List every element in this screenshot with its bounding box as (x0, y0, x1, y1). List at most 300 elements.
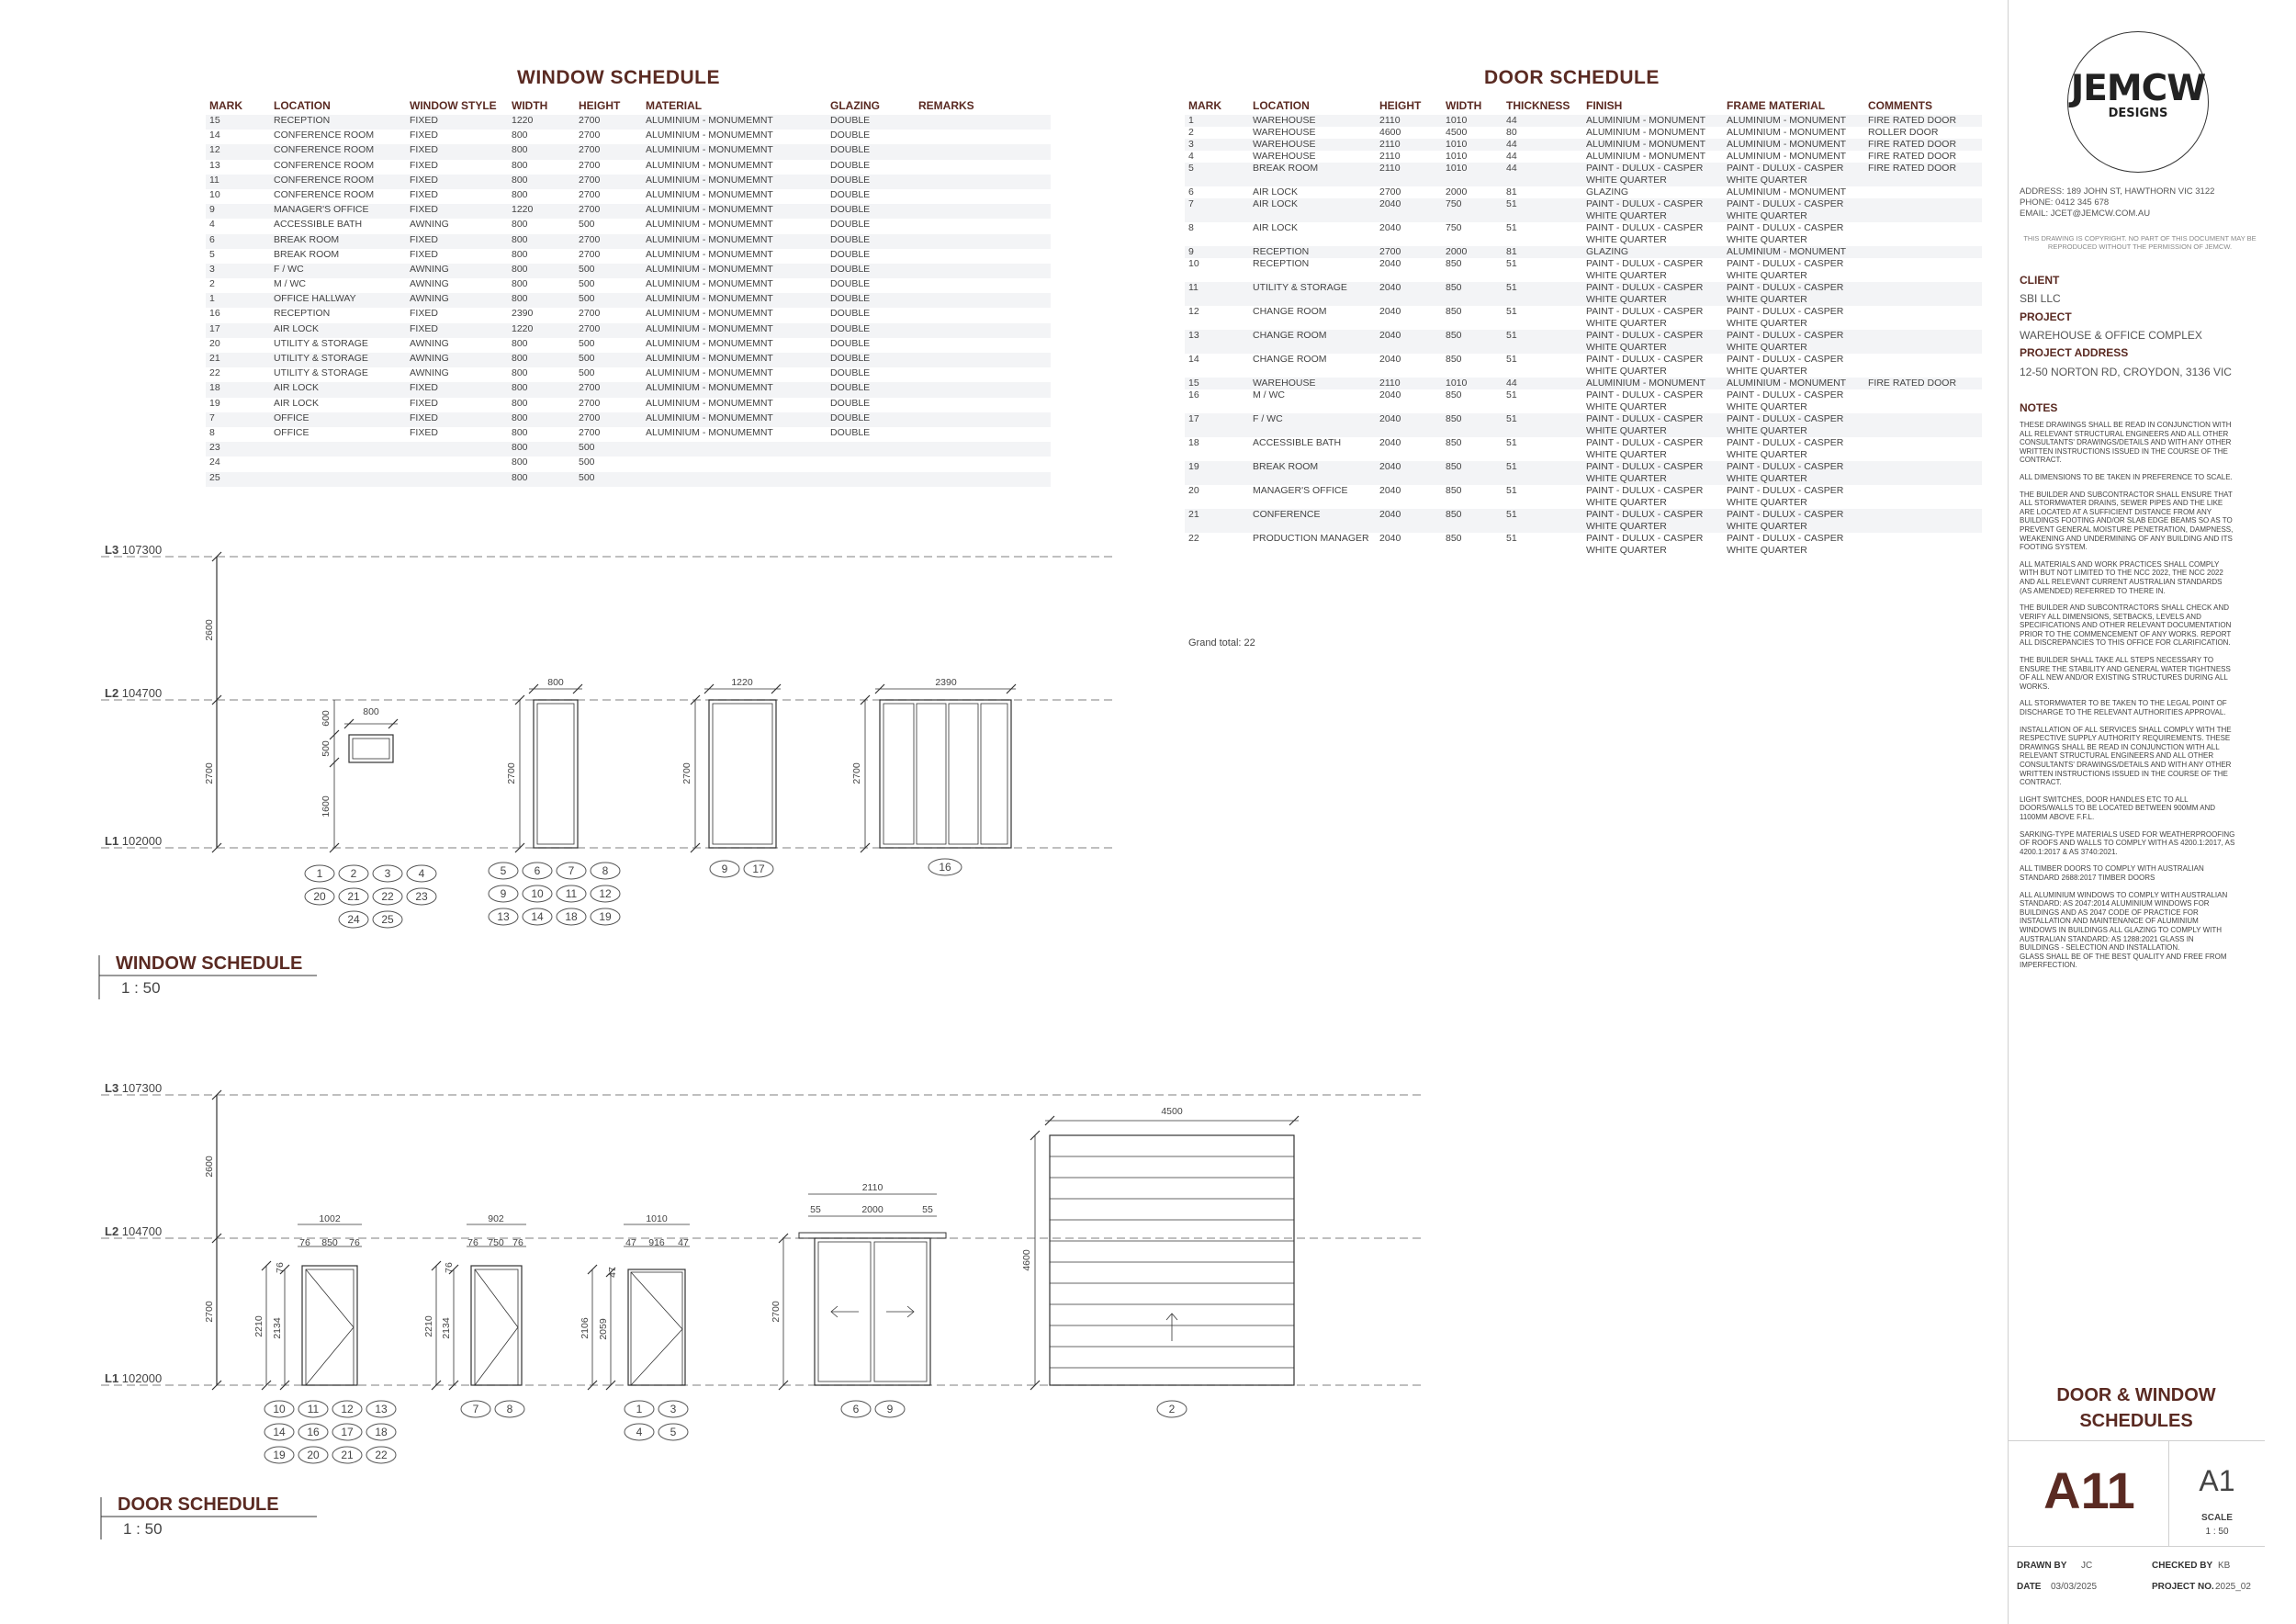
d4-frame-h: 2700 (771, 1301, 782, 1323)
table-cell: WAREHOUSE (1249, 115, 1376, 127)
table-cell: 800 (512, 188, 528, 200)
table-cell: PAINT - DULUX - CASPER WHITE QUARTER (1582, 461, 1723, 485)
table-cell: 3 (206, 264, 270, 278)
tag-label: 2 (350, 867, 357, 880)
table-cell: 2000 (1446, 186, 1468, 197)
door-grand-total: Grand total: 22 (1188, 637, 1255, 648)
table-cell: 500 (579, 337, 595, 349)
tag-label: 10 (273, 1403, 286, 1415)
table-cell: 10 (1188, 258, 1199, 269)
copyright-note: THIS DRAWING IS COPYRIGHT. NO PART OF THIS DOCUMENT MAY BE REPRODUCED WITHOUT THE PERMISSION OF JEMCW. (2023, 234, 2257, 251)
tag-bubble (305, 888, 334, 905)
tag-bubble (366, 1401, 396, 1417)
tag-bubble (407, 865, 436, 882)
table-cell: 1220 (508, 204, 575, 219)
table-cell: M / WC (274, 278, 306, 290)
table-cell: FIXED (406, 144, 508, 159)
table-cell: 2040 (1376, 198, 1442, 222)
table-cell: 6 (1188, 186, 1194, 197)
table-cell: 2700 (575, 144, 642, 159)
table-cell: BREAK ROOM (1249, 163, 1376, 186)
table-cell: 800 (512, 457, 528, 468)
table-cell: 850 (1446, 437, 1462, 448)
table-cell: MANAGER'S OFFICE (1253, 485, 1348, 496)
table-cell: ALUMINIUM - MONUMENT (1727, 127, 1847, 138)
d1-frame-h: 2210 (253, 1315, 264, 1337)
table-cell: FIXED (406, 115, 508, 130)
table-cell: 1220 (508, 323, 575, 338)
table-cell: 500 (575, 264, 642, 278)
table-cell: DOUBLE (827, 412, 915, 427)
table-cell: AIR LOCK (270, 382, 406, 397)
column-header: COMMENTS (1868, 99, 1932, 112)
table-cell: 800 (512, 278, 528, 290)
table-cell: GLAZING (1582, 246, 1723, 258)
table-cell: ALUMINIUM - MONUMEMNT (646, 278, 773, 290)
d1-top: 76 (275, 1262, 286, 1273)
table-cell: 4500 (1446, 127, 1468, 138)
table-cell: CONFERENCE ROOM (270, 175, 406, 189)
w-dim-2700: 2700 (204, 762, 215, 784)
tag-label: 20 (313, 890, 326, 903)
logo-sub: DESIGNS (2108, 107, 2168, 120)
d1-right: 76 (349, 1237, 360, 1248)
table-cell: AIR LOCK (1253, 186, 1299, 197)
table-cell: ALUMINIUM - MONUMENT (1582, 378, 1723, 389)
table-cell: 2700 (575, 204, 642, 219)
table-cell: 51 (1503, 461, 1582, 485)
door-l1-label: L1 102000 (105, 1371, 163, 1385)
table-cell: DOUBLE (830, 308, 871, 320)
table-cell: 800 (508, 175, 575, 189)
tag-bubble (1157, 1401, 1187, 1417)
table-cell: 850 (1446, 485, 1462, 496)
table-cell: 2700 (575, 412, 642, 427)
table-cell: PAINT - DULUX - CASPER WHITE QUARTER (1727, 222, 1844, 245)
table-cell: ALUMINIUM - MONUMEMNT (646, 130, 773, 141)
d1-leaf-h: 2134 (272, 1317, 283, 1339)
table-cell: ALUMINIUM - MONUMEMNT (646, 426, 773, 438)
checked-by-label: CHECKED BY (2152, 1561, 2213, 1571)
table-cell: 17 (1185, 413, 1249, 437)
table-cell: PAINT - DULUX - CASPER WHITE QUARTER (1582, 198, 1723, 222)
table-cell: ALUMINIUM - MONUMENT (1582, 139, 1723, 151)
table-cell: FIXED (406, 412, 508, 427)
table-cell: CONFERENCE ROOM (270, 144, 406, 159)
table-cell: 51 (1506, 222, 1517, 233)
table-cell: ALUMINIUM - MONUMEMNT (642, 175, 827, 189)
tag-bubble (625, 1401, 654, 1417)
tag-bubble (557, 885, 586, 902)
table-cell: AWNING (410, 337, 449, 349)
table-cell: 7 (206, 412, 270, 427)
table-cell: 51 (1506, 306, 1517, 317)
checked-by-value: KB (2218, 1561, 2231, 1571)
fixed1220-width: 1220 (731, 677, 753, 688)
table-cell: DOUBLE (830, 159, 871, 171)
table-cell: PAINT - DULUX - CASPER WHITE QUARTER (1586, 485, 1704, 508)
table-cell: AWNING (410, 219, 449, 231)
tag-bubble (298, 1424, 328, 1440)
tag-bubble (523, 908, 552, 925)
tag-bubble (523, 863, 552, 879)
tag-label: 22 (381, 890, 394, 903)
table-cell: 800 (508, 442, 575, 457)
d1-overall: 1002 (319, 1213, 341, 1224)
table-cell: ALUMINIUM - MONUMEMNT (642, 234, 827, 249)
tag-bubble (523, 885, 552, 902)
client-value: SBI LLC (2020, 292, 2061, 305)
table-cell: 800 (512, 426, 528, 438)
table-cell: AIR LOCK (270, 323, 406, 338)
table-cell: ALUMINIUM - MONUMENT (1723, 115, 1864, 127)
table-cell: CONFERENCE (1249, 509, 1376, 533)
door-schedule-title: DOOR SCHEDULE (1484, 67, 1660, 88)
table-cell: 4 (209, 219, 215, 231)
project-address-label: PROJECT ADDRESS (2020, 346, 2129, 359)
column-header: WIDTH (1446, 99, 1482, 112)
table-cell: 81 (1503, 246, 1582, 258)
table-cell: ALUMINIUM - MONUMEMNT (642, 353, 827, 367)
company-email: EMAIL: JCET@JEMCW.COM.AU (2020, 209, 2151, 219)
table-cell: 14 (1188, 354, 1199, 365)
window-l3-label: L3 107300 (105, 543, 163, 557)
table-cell: FIRE RATED DOOR (1864, 115, 1982, 127)
table-cell: BREAK ROOM (1249, 461, 1376, 485)
table-cell: ALUMINIUM - MONUMEMNT (642, 293, 827, 308)
table-cell: 51 (1503, 509, 1582, 533)
table-cell: DOUBLE (827, 353, 915, 367)
table-cell: 51 (1506, 258, 1517, 269)
table-cell: 2040 (1379, 437, 1401, 448)
table-cell: WAREHOUSE (1249, 378, 1376, 389)
table-cell: 2040 (1379, 533, 1401, 544)
fixed800-width: 800 (547, 677, 564, 688)
d5-width: 4500 (1161, 1106, 1183, 1117)
table-cell: 800 (508, 144, 575, 159)
tag-label: 14 (273, 1426, 286, 1438)
table-cell: 800 (512, 337, 528, 349)
table-cell: 44 (1503, 163, 1582, 186)
table-cell: 2700 (579, 130, 601, 141)
table-cell: PAINT - DULUX - CASPER WHITE QUARTER (1723, 461, 1864, 485)
column-header: FRAME MATERIAL (1727, 99, 1826, 112)
tag-label: 16 (939, 861, 951, 874)
awning-height: 500 (321, 740, 332, 757)
table-cell: WAREHOUSE (1249, 139, 1376, 151)
table-cell: 51 (1506, 389, 1517, 400)
tag-label: 17 (752, 863, 765, 875)
table-cell: FIRE RATED DOOR (1864, 163, 1982, 186)
table-cell: 2040 (1376, 413, 1442, 437)
table-cell: 800 (508, 382, 575, 397)
table-cell: ALUMINIUM - MONUMENT (1723, 246, 1864, 258)
table-cell: 2040 (1379, 389, 1401, 400)
table-cell: RECEPTION (270, 115, 406, 130)
table-cell: DOUBLE (830, 278, 871, 290)
table-cell: PAINT - DULUX - CASPER WHITE QUARTER (1586, 222, 1704, 245)
table-cell: FIXED (410, 130, 438, 141)
table-cell: 1010 (1442, 378, 1503, 389)
note-item: ALL TIMBER DOORS TO COMPLY WITH AUSTRALIAN STANDARD 2688:2017 TIMBER DOORS (2020, 864, 2204, 882)
tag-label: 9 (721, 863, 728, 875)
table-cell: 8 (209, 426, 215, 438)
door-type-5 (1050, 1135, 1294, 1385)
d3-right: 47 (678, 1237, 689, 1248)
table-cell: ALUMINIUM - MONUMEMNT (642, 144, 827, 159)
tag-label: 4 (418, 867, 425, 880)
awning-above: 600 (321, 710, 332, 727)
table-cell: PAINT - DULUX - CASPER WHITE QUARTER (1586, 306, 1704, 329)
table-cell: DOUBLE (830, 397, 871, 409)
tag-label: 13 (497, 910, 510, 923)
fixed-window-2390 (880, 700, 1011, 848)
column-header: HEIGHT (1379, 99, 1422, 112)
tag-label: 12 (341, 1403, 354, 1415)
table-cell: 19 (1185, 461, 1249, 485)
table-cell: MANAGER'S OFFICE (270, 204, 406, 219)
tag-bubble (332, 1424, 362, 1440)
table-cell: 12 (1188, 306, 1199, 317)
tag-bubble (373, 888, 402, 905)
table-cell: 17 (206, 323, 270, 338)
table-cell: RECEPTION (1249, 246, 1376, 258)
tag-bubble (591, 863, 620, 879)
table-cell: DOUBLE (827, 175, 915, 189)
d5-height: 4600 (1021, 1249, 1032, 1271)
table-cell: 800 (512, 219, 528, 231)
tag-bubble (658, 1401, 688, 1417)
notes-label: NOTES (2020, 401, 2058, 414)
table-cell: 850 (1442, 413, 1503, 437)
table-cell: DOUBLE (827, 234, 915, 249)
table-cell: ALUMINIUM - MONUMEMNT (646, 219, 773, 231)
tag-bubble (557, 863, 586, 879)
tag-bubble (591, 908, 620, 925)
table-cell: 51 (1503, 282, 1582, 306)
table-cell: 2040 (1379, 354, 1401, 365)
door-l2-label: L2 104700 (105, 1224, 163, 1238)
table-cell: PAINT - DULUX - CASPER WHITE QUARTER (1727, 485, 1844, 508)
table-cell: ALUMINIUM - MONUMENT (1727, 186, 1847, 197)
d3-frame-h: 2106 (580, 1317, 591, 1339)
table-cell: 20 (1188, 485, 1199, 496)
table-cell: PAINT - DULUX - CASPER WHITE QUARTER (1582, 330, 1723, 354)
tag-bubble (264, 1401, 294, 1417)
d2-left: 76 (467, 1237, 478, 1248)
table-cell: 850 (1446, 533, 1462, 544)
table-cell: 6 (206, 234, 270, 249)
table-cell: 51 (1503, 330, 1582, 354)
table-cell: UTILITY & STORAGE (270, 353, 406, 367)
table-cell: OFFICE (274, 426, 310, 438)
table-cell: 750 (1446, 222, 1462, 233)
table-cell: PAINT - DULUX - CASPER WHITE QUARTER (1723, 509, 1864, 533)
table-cell: DOUBLE (830, 367, 871, 379)
table-cell: M / WC (1253, 389, 1285, 400)
table-cell: 500 (575, 472, 642, 487)
table-cell: ALUMINIUM - MONUMEMNT (646, 188, 773, 200)
table-cell: 850 (1442, 509, 1503, 533)
tag-bubble (407, 888, 436, 905)
d-dim-2700: 2700 (204, 1301, 215, 1323)
tag-bubble (710, 861, 739, 877)
table-cell: ROLLER DOOR (1868, 127, 1939, 138)
table-cell: 2040 (1376, 461, 1442, 485)
table-cell: RECEPTION (274, 308, 331, 320)
tag-bubble (841, 1401, 871, 1417)
table-cell: 44 (1503, 115, 1582, 127)
table-cell: FIRE RATED DOOR (1864, 378, 1982, 389)
table-cell: PAINT - DULUX - CASPER WHITE QUARTER (1727, 437, 1844, 460)
table-cell: 81 (1506, 186, 1517, 197)
column-header: THICKNESS (1506, 99, 1570, 112)
table-cell: ALUMINIUM - MONUMEMNT (642, 264, 827, 278)
table-cell: AWNING (406, 293, 508, 308)
column-header: GLAZING (830, 99, 880, 112)
table-cell: PAINT - DULUX - CASPER WHITE QUARTER (1586, 437, 1704, 460)
table-cell: 500 (579, 457, 595, 468)
table-cell: 9 (206, 204, 270, 219)
table-cell: PAINT - DULUX - CASPER WHITE QUARTER (1723, 163, 1864, 186)
table-cell: FIXED (406, 175, 508, 189)
tag-bubble (625, 1424, 654, 1440)
table-cell: PAINT - DULUX - CASPER WHITE QUARTER (1586, 389, 1704, 412)
table-cell: 5 (209, 248, 215, 260)
fixed800-height: 2700 (506, 762, 517, 784)
table-cell: 800 (508, 472, 575, 487)
table-cell: 800 (508, 264, 575, 278)
table-cell: OFFICE (270, 412, 406, 427)
tag-bubble (339, 865, 368, 882)
note-item: ALL STORMWATER TO BE TAKEN TO THE LEGAL POINT OF DISCHARGE TO THE RELEVANT AUTHORITIES APPROVAL. (2020, 699, 2227, 717)
table-cell: FIXED (410, 188, 438, 200)
fixed-window-1220 (709, 700, 776, 848)
d4-left: 55 (810, 1204, 821, 1215)
table-cell: 15 (1185, 378, 1249, 389)
d2-top: 76 (444, 1262, 455, 1273)
tag-label: 1 (316, 867, 323, 880)
table-cell: ALUMINIUM - MONUMENT (1586, 151, 1706, 162)
project-label: PROJECT (2020, 310, 2072, 323)
tag-label: 12 (599, 887, 612, 900)
table-cell: 44 (1506, 151, 1517, 162)
table-cell: PAINT - DULUX - CASPER WHITE QUARTER (1582, 282, 1723, 306)
sheet-number: A11 (2043, 1461, 2135, 1519)
project-no-value: 2025_02 (2215, 1582, 2251, 1592)
table-cell: RECEPTION (1253, 258, 1310, 269)
title-block-border (2008, 0, 2009, 1624)
table-cell: AIR LOCK (1249, 198, 1376, 222)
tag-bubble (366, 1424, 396, 1440)
table-cell: CONFERENCE ROOM (274, 159, 375, 171)
table-cell: ACCESSIBLE BATH (1253, 437, 1342, 448)
tag-label: 22 (375, 1449, 388, 1461)
table-cell: 800 (508, 293, 575, 308)
table-cell: 850 (1442, 282, 1503, 306)
table-cell: 10 (209, 188, 220, 200)
table-cell: CHANGE ROOM (1253, 354, 1327, 365)
table-cell: UTILITY & STORAGE (1249, 282, 1376, 306)
table-cell: PAINT - DULUX - CASPER WHITE QUARTER (1723, 282, 1864, 306)
table-cell: 800 (508, 234, 575, 249)
table-cell: AIR LOCK (1253, 222, 1299, 233)
table-cell: OFFICE HALLWAY (270, 293, 406, 308)
fixed-window-800 (534, 700, 578, 848)
tag-label: 20 (307, 1449, 320, 1461)
table-cell: PAINT - DULUX - CASPER WHITE QUARTER (1727, 306, 1844, 329)
tag-label: 4 (636, 1426, 643, 1438)
table-cell: 2040 (1376, 330, 1442, 354)
column-header: LOCATION (274, 99, 331, 112)
table-cell: 2700 (579, 248, 601, 260)
table-cell: 2700 (575, 323, 642, 338)
table-cell: 850 (1442, 461, 1503, 485)
table-cell: FIXED (410, 159, 438, 171)
column-header: REMARKS (918, 99, 974, 112)
table-cell: ALUMINIUM - MONUMEMNT (646, 397, 773, 409)
table-cell: 51 (1506, 533, 1517, 544)
tag-bubble (339, 888, 368, 905)
window-view-scale: 1 : 50 (121, 979, 161, 997)
table-cell: CONFERENCE ROOM (274, 188, 375, 200)
table-cell: PRODUCTION MANAGER (1253, 533, 1369, 544)
table-cell: DOUBLE (830, 426, 871, 438)
tag-bubble (489, 863, 518, 879)
tag-label: 6 (534, 864, 541, 877)
tag-label: 17 (341, 1426, 354, 1438)
table-cell: AIR LOCK (274, 397, 320, 409)
table-cell: AWNING (410, 278, 449, 290)
d2-right: 76 (512, 1237, 523, 1248)
d2-leaf: 750 (488, 1237, 504, 1248)
table-cell: BREAK ROOM (274, 248, 340, 260)
table-cell: 22 (1188, 533, 1199, 544)
tb-divider-1 (2008, 1440, 2265, 1441)
table-cell: 5 (1185, 163, 1249, 186)
table-cell: CHANGE ROOM (1253, 306, 1327, 317)
tag-label: 3 (670, 1403, 677, 1415)
window-view-title: WINDOW SCHEDULE (116, 953, 303, 974)
tag-label: 9 (500, 887, 507, 900)
table-cell: 2700 (579, 188, 601, 200)
table-cell: 2390 (512, 308, 534, 320)
scale-value: 1 : 50 (2205, 1527, 2229, 1537)
table-cell: 1220 (508, 115, 575, 130)
date-label: DATE (2017, 1582, 2042, 1592)
table-cell: 500 (575, 442, 642, 457)
fixed2390-width: 2390 (935, 677, 957, 688)
table-cell: 850 (1446, 258, 1462, 269)
tag-bubble (489, 885, 518, 902)
table-cell: 4600 (1379, 127, 1401, 138)
table-cell: 51 (1506, 485, 1517, 496)
tag-bubble (373, 865, 402, 882)
table-cell: 24 (209, 457, 220, 468)
tag-bubble (264, 1447, 294, 1463)
table-cell: AWNING (406, 264, 508, 278)
tag-label: 24 (347, 913, 360, 926)
tag-label: 10 (531, 887, 544, 900)
note-item: INSTALLATION OF ALL SERVICES SHALL COMPLY WITH THE RESPECTIVE SUPPLY AUTHORITY REQUIREMENTS. THESE DRAWINGS SHALL BE READ IN CONJUNCTION WITH ALL RELEVANT STRUCTURAL ENGINEERS AND ALL OTHER CONSULTANTS' DRAWINGS/DETAILS AND WITH ANY OTHER WRITTEN INSTRUCTIONS ISSUED IN THE COURSE OF THE CONTRACT. (2020, 725, 2232, 787)
tag-label: 7 (568, 864, 575, 877)
table-cell: 51 (1503, 413, 1582, 437)
project-no-label: PROJECT NO. (2152, 1582, 2214, 1592)
table-cell: DOUBLE (827, 382, 915, 397)
table-cell: CONFERENCE ROOM (274, 130, 375, 141)
paper-size: A1 (2199, 1464, 2235, 1497)
table-cell: FIXED (406, 234, 508, 249)
